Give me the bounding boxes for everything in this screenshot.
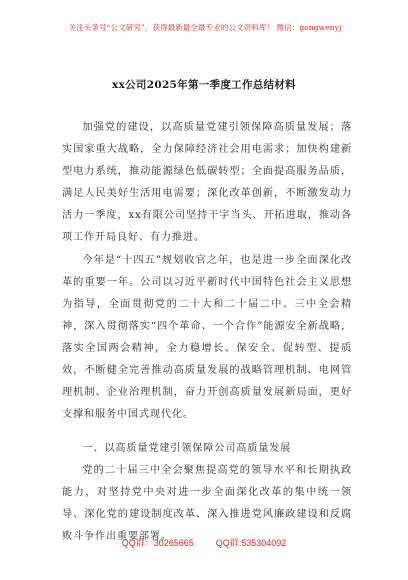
footer-contacts <box>0 536 408 549</box>
paragraph-background: 今年是“十四五”规划收官之年，也是进一步全面深化改革的重要一年。公司以习近平新时代中国特色社会主义思想为指导，全面贯彻党的二十大和二十届二中、三中全会精神，深入贯彻落实“四个革命、一个合作”能源安全新战略，落实全国两会精神，全力稳增长、保安全、促转型、提质效，不断健全完善推动高质量发展的战略管理机制、电网管理机制、企业治理机制，奋力开创高质量发展新局面，更好支撑和服务中国式现代化。 <box>62 255 352 420</box>
section-paragraph: 党的二十届三中全会聚焦提高党的领导水平和长期执政能力，对坚持党中央对进一步全面深化改革的集中统一领导、深化党的建设制度改革、深入推进党风廉政建设和反腐败斗争作出重要部署。 <box>62 465 352 542</box>
footer-qq-group-1: QQ群：30265665 <box>121 538 194 548</box>
section-heading: 一、以高质量党建引领保障公司高质量发展 <box>82 443 292 454</box>
paragraph-intro: 加强党的建设，以高质量党建引领保障高质量发展；落实国家重大战略，全力保障经济社会用电需求；加快构建新型电力系统，推动能源绿色低碳转型；全面提高服务品质，满足人民美好生活用电需要；深化改革创新，不断激发动力活力一季度，xx有限公司坚持干字当头、开拓进取，推动各项工作开局良好、有力推进。 <box>62 122 352 243</box>
footer-qq-group-2: QQ群:535304092 <box>215 538 287 548</box>
header-notice: 关注头条号“公文研究”，获得最新最全最专业的公文资料库！ 微信：gongwenyj <box>68 23 342 32</box>
document-title: xx公司2025年第一季度工作总结材料 <box>112 79 296 91</box>
